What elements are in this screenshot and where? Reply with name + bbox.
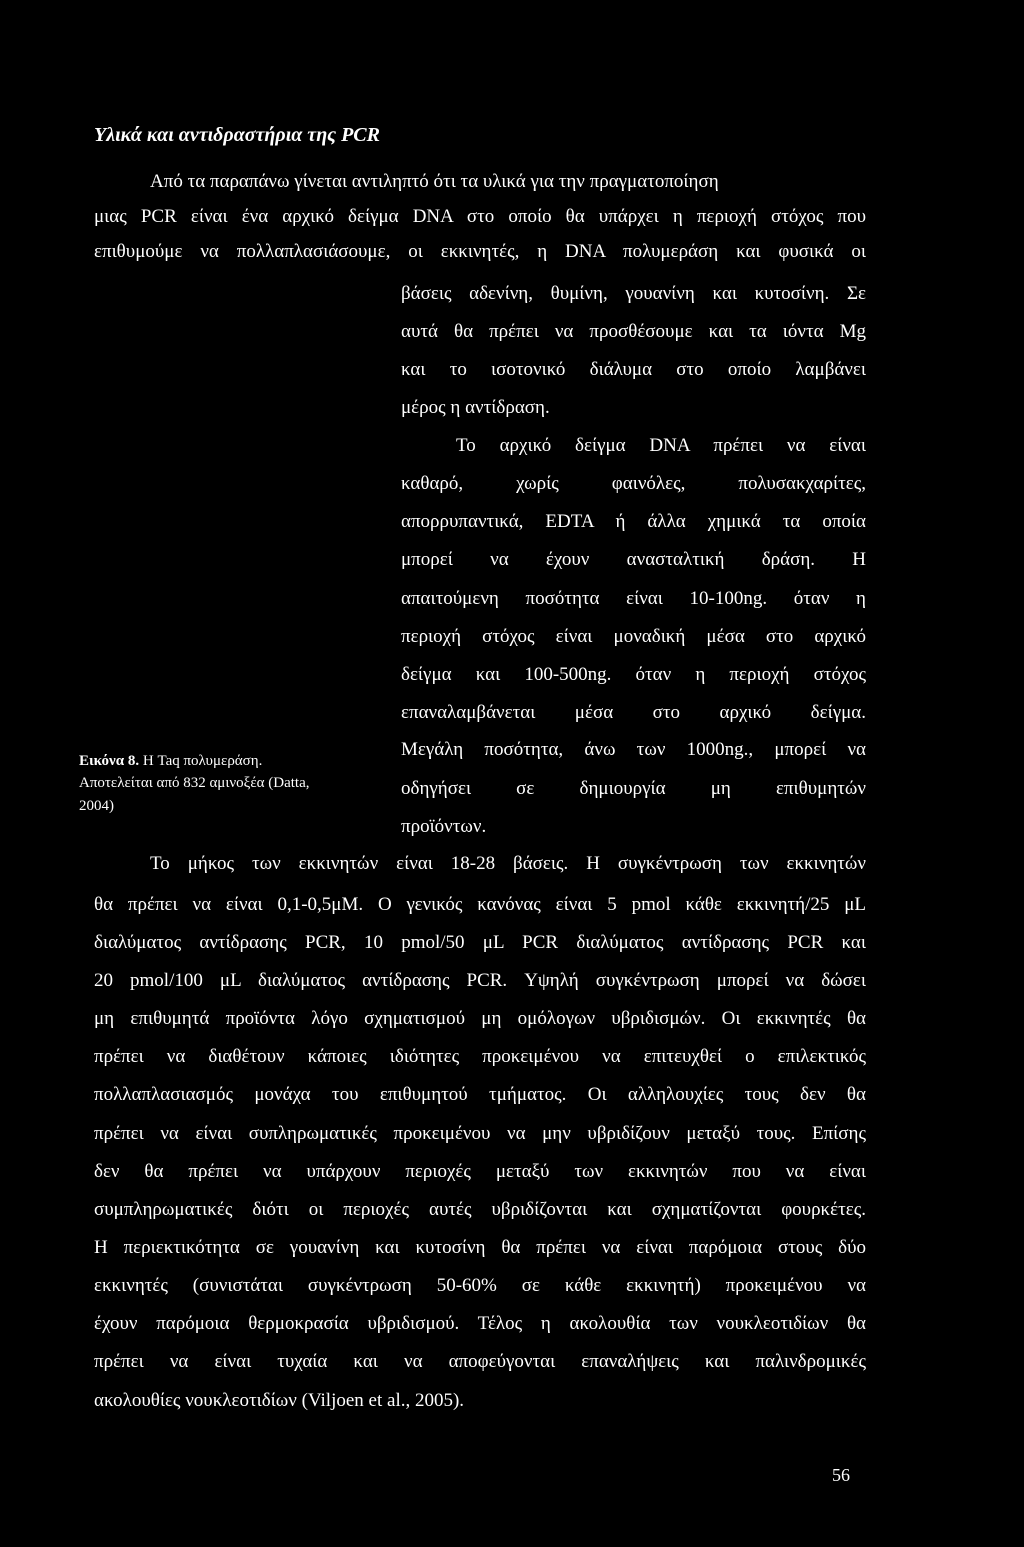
- paragraph-line: περιοχή στόχος είναι μοναδική μέσα στο αρχικό: [401, 626, 866, 647]
- figure-caption-line: [79, 751, 379, 771]
- figure-caption-line: Αποτελείται από 832 αμινοξέα (Datta,: [79, 775, 310, 791]
- paragraph-line: μη επιθυμητά προϊόντα λόγο σχηματισμού μη ομόλογων υβριδισμών. Οι εκκινητές θα: [94, 1008, 866, 1029]
- paragraph-line: συμπληρωματικές διότι οι περιοχές αυτές υβριδίζονται και σχηματίζονται φουρκέτες.: [94, 1199, 866, 1220]
- paragraph-line: Η περιεκτικότητα σε γουανίνη και κυτοσίνη θα πρέπει να είναι παρόμοια στους δύο: [94, 1237, 866, 1258]
- paragraph-line: Μεγάλη ποσότητα, άνω των 1000ng., μπορεί να: [401, 739, 866, 760]
- paragraph-line: μπορεί να έχουν ανασταλτική δράση. Η: [401, 549, 866, 570]
- paragraph-line: αυτά θα πρέπει να προσθέσουμε και τα ιόντα Mg: [401, 321, 866, 342]
- section-heading: Υλικά και αντιδραστήρια της PCR: [94, 124, 380, 146]
- paragraph-line: καθαρό, χωρίς φαινόλες, πολυσακχαρίτες,: [401, 473, 866, 494]
- figure-caption-line: 2004): [79, 798, 114, 814]
- paragraph-line: 20 pmol/100 μL διαλύματος αντίδρασης PCR. Υψηλή συγκέντρωση μπορεί να δώσει: [94, 970, 866, 991]
- paragraph-line: επαναλαμβάνεται μέσα στο αρχικό δείγμα.: [401, 702, 866, 723]
- paragraph-line: Από τα παραπάνω γίνεται αντιληπτό ότι τα υλικά για την πραγματοποίηση: [150, 171, 719, 192]
- paragraph-line: πρέπει να είναι τυχαία και να αποφεύγονται επαναλήψεις και παλινδρομικές: [94, 1351, 866, 1372]
- paragraph-line: διαλύματος αντίδρασης PCR, 10 pmol/50 μL PCR διαλύματος αντίδρασης PCR και: [94, 932, 866, 953]
- paragraph-line: ακολουθίες νουκλεοτιδίων (Viljoen et al., 2005).: [94, 1390, 465, 1411]
- paragraph-line: δεν θα πρέπει να υπάρχουν περιοχές μεταξύ των εκκινητών που να είναι: [94, 1161, 866, 1182]
- paragraph-line: απορρυπαντικά, EDTA ή άλλα χημικά τα οποία: [401, 511, 866, 532]
- paragraph-line: Το μήκος των εκκινητών είναι 18-28 βάσεις. Η συγκέντρωση των εκκινητών: [150, 853, 866, 874]
- paragraph-line: θα πρέπει να είναι 0,1-0,5μM. Ο γενικός κανόνας είναι 5 pmol κάθε εκκινητή/25 μL: [94, 894, 866, 915]
- paragraph-line: προϊόντων.: [401, 816, 487, 837]
- paragraph-line: επιθυμούμε να πολλαπλασιάσουμε, οι εκκινητές, η DNA πολυμεράση και φυσικά οι: [94, 241, 866, 262]
- figure-label: Εικόνα 8.: [79, 753, 140, 769]
- paragraph-line: πρέπει να διαθέτουν κάποιες ιδιότητες προκειμένου να επιτευχθεί ο επιλεκτικός: [94, 1046, 866, 1067]
- paragraph-line: πολλαπλασιασμός μονάχα του επιθυμητού τμήματος. Οι αλληλουχίες τους δεν θα: [94, 1084, 866, 1105]
- paragraph-line: απαιτούμενη ποσότητα είναι 10-100ng. όταν η: [401, 588, 866, 609]
- paragraph-line: μιας PCR είναι ένα αρχικό δείγμα DNA στο οποίο θα υπάρχει η περιοχή στόχος που: [94, 206, 866, 227]
- paragraph-line: οδηγήσει σε δημιουργία μη επιθυμητών: [401, 778, 866, 799]
- paragraph-line: Το αρχικό δείγμα DNA πρέπει να είναι: [456, 435, 866, 456]
- paragraph-line: πρέπει να είναι συπληρωματικές προκειμένου να μην υβριδίζουν μεταξύ τους. Επίσης: [94, 1123, 866, 1144]
- paragraph-line: εκκινητές (συνιστάται συγκέντρωση 50-60% σε κάθε εκκινητή) προκειμένου να: [94, 1275, 866, 1296]
- page-number: 56: [832, 1465, 850, 1485]
- paragraph-line: έχουν παρόμοια θερμοκρασία υβριδισμού. Τέλος η ακολουθία των νουκλεοτιδίων θα: [94, 1313, 866, 1334]
- paragraph-line: δείγμα και 100-500ng. όταν η περιοχή στόχος: [401, 664, 866, 685]
- paragraph-line: και το ισοτονικό διάλυμα στο οποίο λαμβάνει: [401, 359, 866, 380]
- paragraph-line: μέρος η αντίδραση.: [401, 397, 550, 418]
- figure-title: Η Taq πολυμεράση.: [139, 753, 263, 769]
- paragraph-line: βάσεις αδενίνη, θυμίνη, γουανίνη και κυτοσίνη. Σε: [401, 283, 866, 304]
